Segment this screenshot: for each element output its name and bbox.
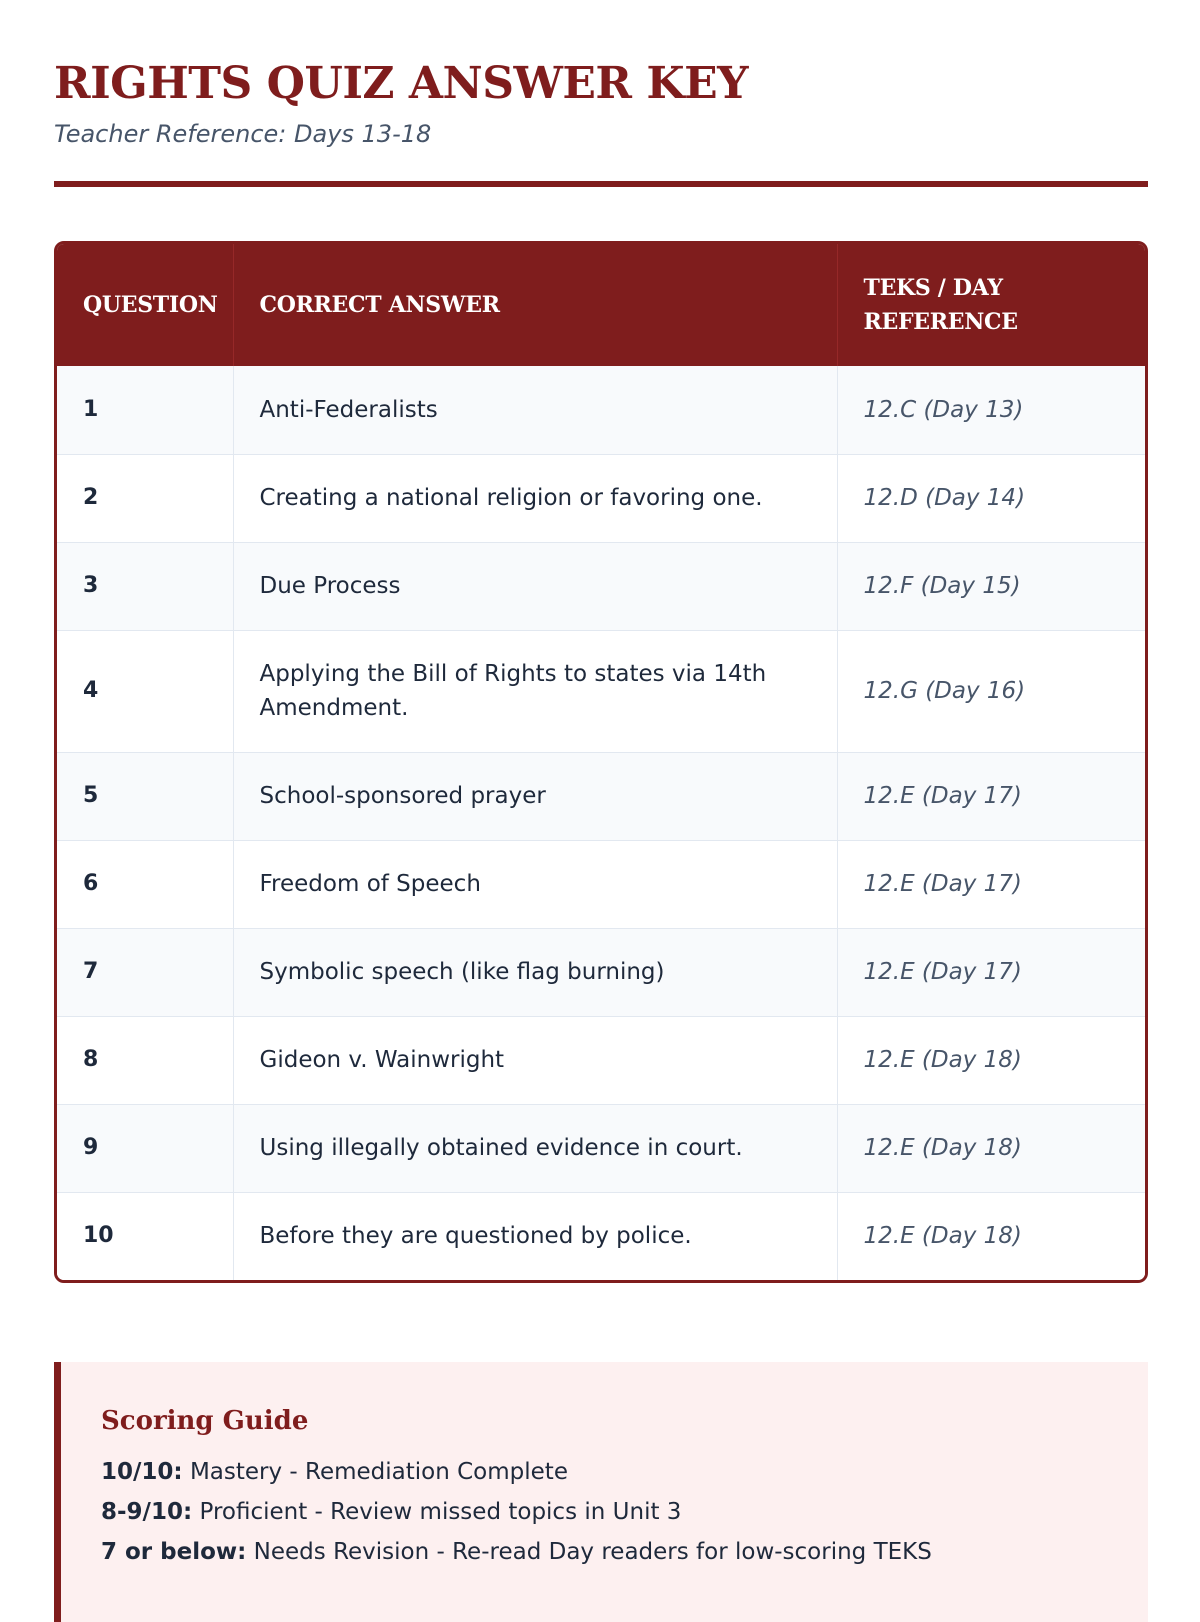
teks-reference: 12.E (Day 18) bbox=[837, 1016, 1145, 1104]
column-header-reference: TEKS / DAY REFERENCE bbox=[863, 275, 1018, 335]
teks-reference: 12.G (Day 16) bbox=[837, 630, 1145, 752]
page-subtitle: Teacher Reference: Days 13-18 bbox=[54, 120, 432, 148]
correct-answer: Gideon v. Wainwright bbox=[233, 1016, 837, 1104]
table-row bbox=[57, 366, 1145, 454]
correct-answer: School-sponsored prayer bbox=[233, 752, 837, 840]
column-header-question: QUESTION bbox=[57, 244, 233, 366]
column-header-answer: CORRECT ANSWER bbox=[233, 244, 837, 366]
teks-reference: 12.E (Day 17) bbox=[837, 752, 1145, 840]
table-row bbox=[57, 840, 1145, 928]
correct-answer: Applying the Bill of Rights to states via 14th Amendment. bbox=[233, 630, 837, 752]
score-description: Mastery - Remediation Complete bbox=[189, 1459, 568, 1485]
question-number: 4 bbox=[57, 630, 233, 752]
correct-answer: Freedom of Speech bbox=[233, 840, 837, 928]
score-description: Proficient - Review missed topics in Unit 3 bbox=[199, 1499, 682, 1525]
correct-answer: Symbolic speech (like flag burning) bbox=[233, 928, 837, 1016]
teks-reference: 12.D (Day 14) bbox=[837, 454, 1145, 542]
scoring-line bbox=[101, 1532, 1148, 1572]
question-number: 3 bbox=[57, 542, 233, 630]
table-row bbox=[57, 454, 1145, 542]
teks-reference: 12.E (Day 18) bbox=[863, 1223, 1022, 1250]
table-row bbox=[57, 542, 1145, 630]
page-title: RIGHTS QUIZ ANSWER KEY bbox=[54, 58, 749, 109]
scoring-line bbox=[101, 1492, 1148, 1532]
table-row bbox=[57, 1192, 1145, 1280]
answer-table-container bbox=[54, 241, 1148, 1283]
correct-answer: Anti-Federalists bbox=[233, 366, 837, 454]
table-row bbox=[57, 1104, 1145, 1192]
table-row bbox=[57, 928, 1145, 1016]
scoring-line bbox=[101, 1452, 1148, 1492]
score-range: 8-9/10: bbox=[101, 1499, 193, 1525]
teks-reference: 12.E (Day 17) bbox=[837, 928, 1145, 1016]
table-row bbox=[57, 1016, 1145, 1104]
score-description: Needs Revision - Re-read Day readers for low-scoring TEKS bbox=[253, 1539, 932, 1565]
question-number: 9 bbox=[57, 1104, 233, 1192]
correct-answer: Before they are questioned by police. bbox=[233, 1192, 837, 1280]
table-row bbox=[57, 752, 1145, 840]
teks-reference: 12.F (Day 15) bbox=[837, 542, 1145, 630]
teks-reference: 12.C (Day 13) bbox=[837, 366, 1145, 454]
teks-reference: 12.E (Day 18) bbox=[837, 1104, 1145, 1192]
question-number: 8 bbox=[57, 1016, 233, 1104]
question-number: 5 bbox=[57, 752, 233, 840]
teks-reference: 12.E (Day 17) bbox=[837, 840, 1145, 928]
title-divider bbox=[54, 181, 1148, 187]
table-header-row bbox=[57, 244, 1145, 366]
question-number: 1 bbox=[57, 366, 233, 454]
question-number: 6 bbox=[57, 840, 233, 928]
question-number: 7 bbox=[57, 928, 233, 1016]
question-number: 2 bbox=[57, 454, 233, 542]
answer-table bbox=[57, 244, 1145, 1280]
correct-answer: Due Process bbox=[233, 542, 837, 630]
scoring-guide-title: Scoring Guide bbox=[101, 1406, 309, 1436]
table-row bbox=[57, 630, 1145, 752]
correct-answer: Creating a national religion or favoring one. bbox=[233, 454, 837, 542]
score-range: 10/10: bbox=[101, 1459, 183, 1485]
scoring-guide bbox=[54, 1362, 1148, 1622]
score-range: 7 or below: bbox=[101, 1539, 247, 1565]
question-number: 10 bbox=[57, 1192, 233, 1280]
correct-answer: Using illegally obtained evidence in court. bbox=[233, 1104, 837, 1192]
